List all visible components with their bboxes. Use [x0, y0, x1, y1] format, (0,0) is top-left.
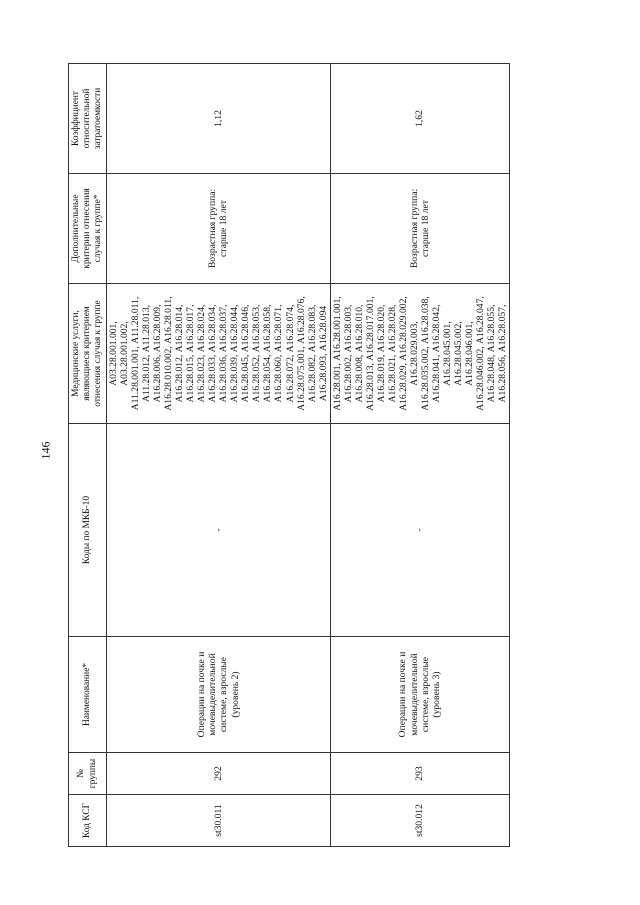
service-code-line: А16.28.013, А16.28.017.001, [364, 296, 376, 411]
service-code-line: А16.28.046.001, [464, 321, 475, 386]
rotated-table-wrapper [68, 64, 509, 847]
cell-name: Операции на почке и мочевыделительной системе, взрослые (уровень 3) [330, 637, 510, 753]
page-number: 146 [38, 441, 53, 460]
cell-coef: 1,12 [107, 64, 331, 174]
service-code-line: А16.28.035.002, А16.28.038, [419, 296, 431, 411]
cell-criteria: Возрастная группа: старше 18 лет [107, 174, 331, 284]
service-code-line: А16.28.048, А16.28.055, [486, 304, 498, 403]
service-code-line: А16.28.093, А16.28.094 [317, 305, 329, 402]
service-code-line: А16.28.045.001, [441, 321, 453, 386]
header-code: Код КСГ [69, 795, 107, 847]
cell-coef: 1,62 [330, 64, 510, 174]
service-code-line: А16.28.075.001, А16.28.076, [295, 296, 307, 411]
cell-services [107, 284, 331, 424]
service-code-line: А16.28.012, А16.28.014, [174, 304, 186, 403]
service-code-line: А16.28.045, А16.28.046, [240, 304, 252, 403]
cell-name: Операции на почке и мочевыделительной системе, взрослые (уровень 2) [107, 637, 331, 753]
service-code-line: А16.28.046.002, А16.28.047, [475, 296, 487, 411]
cell-icd: - [107, 424, 331, 637]
service-code-line: А16.28.010.002, А16.28.011, [163, 296, 175, 411]
service-code-line: А16.28.019, А16.28.020, [375, 304, 387, 403]
service-code-line: А16.28.036, А16.28.037, [218, 304, 230, 403]
cell-criteria: Возрастная группа: старше 18 лет [330, 174, 510, 284]
ksg-table [68, 63, 510, 847]
service-code-line: А16.28.029.003, [408, 321, 420, 386]
header-criteria: Дополнительные критерии отнесения случая к группе* [69, 174, 107, 284]
service-code-line: А16.28.052, А16.28.053, [251, 304, 263, 403]
cell-code: st30.012 [330, 795, 510, 847]
service-code-line: А16.28.021, А16.28.028, [386, 304, 398, 403]
cell-group-no: 292 [107, 753, 331, 795]
table-header-row [69, 64, 107, 847]
service-code-line: А16.28.008, А16.28.010, [353, 304, 365, 403]
service-code-line: А16.28.029, А16.28.029.002, [397, 296, 409, 411]
service-code-line: А16.28.023, А16.28.024, [196, 304, 208, 403]
header-coef: Коэффициент относительной затратоемкости [69, 64, 107, 174]
service-code-line: А11.28.012, А11.28.013, [141, 304, 153, 403]
service-code-line: А16.28.041, А16.28.042, [430, 304, 442, 403]
service-code-line: А16.28.045.002, [452, 321, 464, 386]
service-code-line: А03.28.001.001, [108, 321, 119, 386]
service-code-line: А16.28.054, А16.28.058, [262, 304, 274, 403]
header-services: Медицинские услуги, являющиеся критерием отнесения случая к группе [69, 284, 107, 424]
service-code-line: А16.28.060, А16.28.071, [273, 304, 285, 403]
service-code-line: А16.28.082, А16.28.083, [306, 304, 318, 403]
cell-code: st30.011 [107, 795, 331, 847]
table-row [330, 64, 510, 847]
service-code-line: А16.28.006, А16.28.009, [152, 304, 164, 403]
service-code-line: А11.28.001.001, А11.28.011, [130, 296, 142, 411]
header-group-no: № группы [69, 753, 107, 795]
service-code-line: А16.28.072, А16.28.074, [284, 304, 296, 403]
cell-group-no: 293 [330, 753, 510, 795]
service-code-line: А16.28.015, А16.28.017, [185, 304, 197, 403]
service-code-line: А16.28.001, А16.28.001.001, [331, 296, 343, 411]
service-code-line: А03.28.001.002, [119, 321, 131, 386]
service-code-line: А16.28.033, А16.28.034, [207, 304, 219, 403]
header-name: Наименование* [69, 637, 107, 753]
table-row [107, 64, 331, 847]
service-code-line: А16.28.039, А16.28.044, [229, 304, 241, 403]
service-code-line: А16.28.056, А16.28.057, [497, 304, 509, 403]
header-icd: Коды по МКБ-10 [69, 424, 107, 637]
service-code-line: А16.28.002, А16.28.003, [342, 304, 354, 403]
cell-icd: - [330, 424, 510, 637]
cell-services [330, 284, 510, 424]
